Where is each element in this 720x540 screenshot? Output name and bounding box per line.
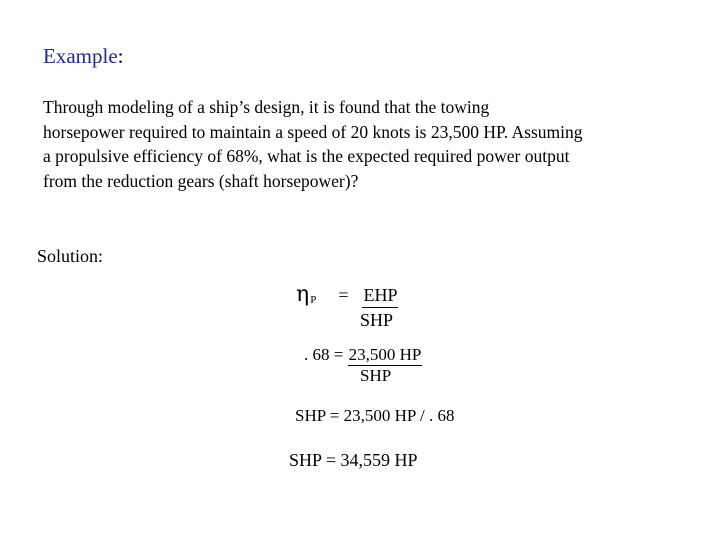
final-answer: SHP = 34,559 HP: [289, 450, 418, 470]
problem-line: a propulsive efficiency of 68%, what is the expected required power output: [43, 146, 570, 166]
example-heading-text: Example: [43, 44, 118, 68]
problem-line: Through modeling of a ship’s design, it is found that the towing: [43, 97, 490, 117]
problem-line: horsepower required to maintain a speed of 20 knots is 23,500 HP. Assuming: [43, 121, 583, 142]
example-heading: [43, 44, 123, 69]
substitution-lhs: . 68 =: [304, 345, 348, 364]
rearranged-equation: SHP = 23,500 HP / . 68: [295, 406, 455, 425]
efficiency-equation: [296, 282, 398, 308]
substitution-numerator: 23,500 HP: [348, 345, 422, 364]
eta-subscript: P: [310, 294, 317, 306]
fraction-denominator-shp: SHP: [360, 310, 394, 330]
example-heading-colon: :: [117, 44, 124, 68]
equals-sign: =: [338, 285, 349, 305]
fraction-numerator-ehp: EHP: [362, 286, 398, 308]
solution-label: Solution:: [37, 246, 104, 266]
substitution-equation: [304, 345, 422, 366]
problem-statement: [43, 95, 703, 193]
eta-symbol: η: [296, 282, 310, 307]
problem-line: from the reduction gears (shaft horsepower)?: [43, 170, 359, 191]
substitution-denominator: SHP: [360, 366, 392, 385]
